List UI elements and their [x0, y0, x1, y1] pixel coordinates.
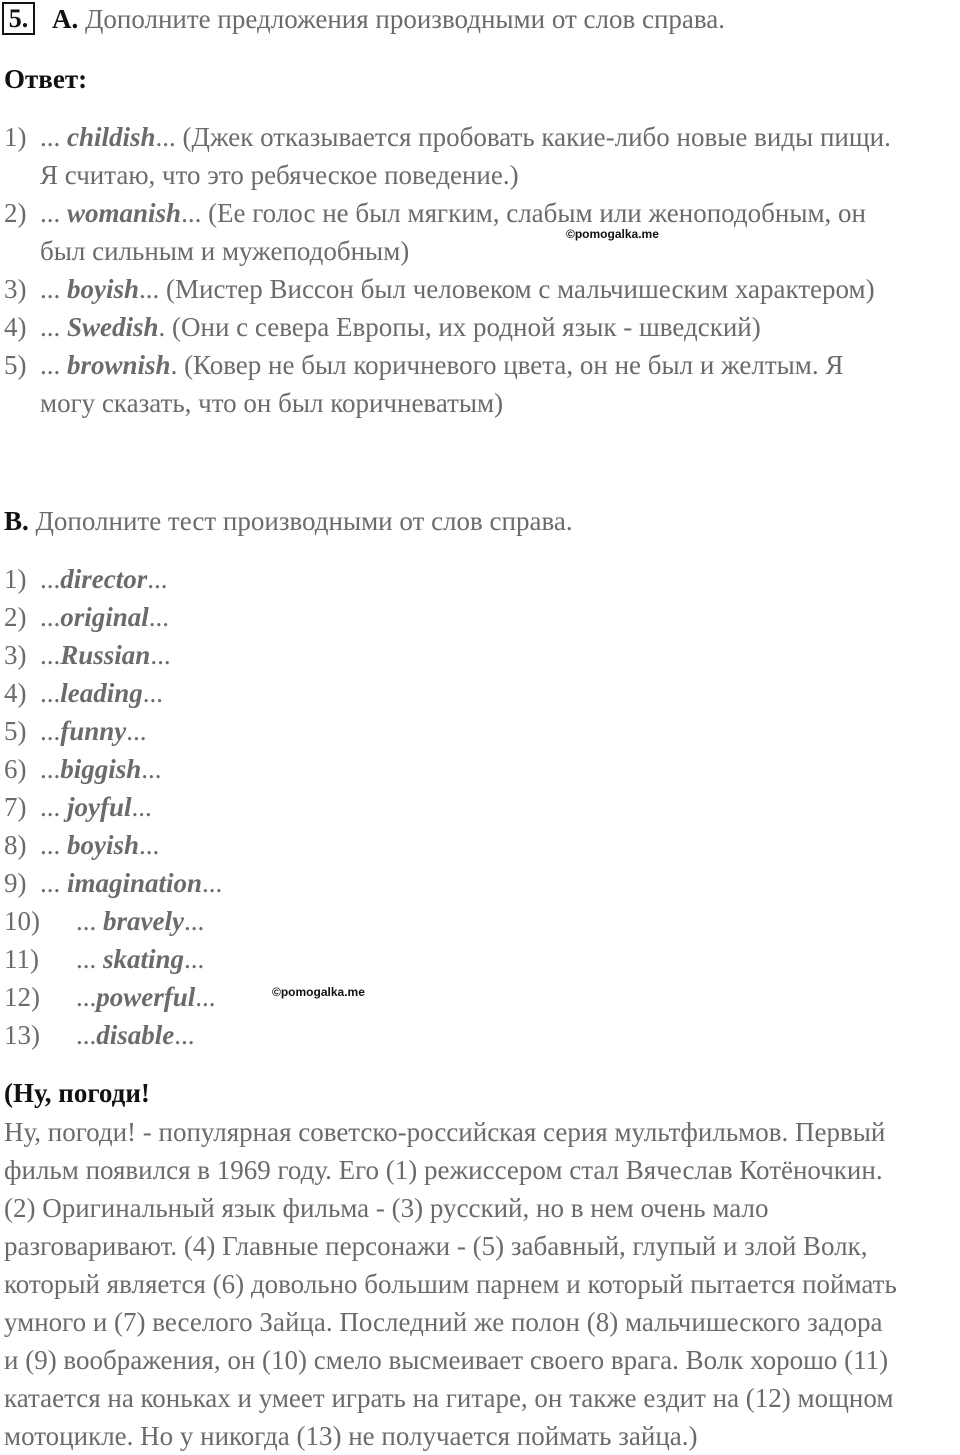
item-prefix: ... [40, 640, 61, 670]
part-b-item [4, 750, 162, 788]
item-number: 6) [4, 754, 27, 784]
item-suffix: ... [148, 602, 170, 632]
item-number: 5) [4, 350, 27, 380]
answer-word: Russian [60, 640, 151, 670]
item-prefix: ... [76, 982, 97, 1012]
item-prefix: ... [76, 906, 103, 936]
part-b-item [4, 978, 216, 1016]
item-suffix: ... [202, 868, 223, 898]
part-a-heading [52, 0, 725, 38]
item-prefix: ... [76, 1020, 97, 1050]
part-b-item [4, 940, 204, 978]
item-prefix: ... [40, 716, 61, 746]
answer-word: womanish [67, 198, 182, 228]
answer-word: joyful [67, 792, 132, 822]
item-number: 10) [4, 906, 40, 936]
item-number: 2) [4, 198, 27, 228]
part-a-instruction: Дополните предложения производными от слов справа. [85, 4, 726, 34]
part-b-item [4, 902, 204, 940]
item-prefix: ... [40, 830, 67, 860]
item-translation: ... (Мистер Виссон был человеком с мальчишеским характером) [139, 274, 875, 304]
text-line: который является (6) довольно большим парнем и который пытается поймать [4, 1269, 897, 1299]
text-line: разговаривают. (4) Главные персонажи - (5) забавный, глупый и злой Волк, [4, 1231, 868, 1261]
answer-word: biggish [60, 754, 142, 784]
part-a-letter: A. [52, 4, 79, 34]
text-line: (2) Оригинальный язык фильма - (3) русский, но в нем очень мало [4, 1193, 769, 1223]
item-suffix: ... [147, 564, 168, 594]
item-number: 12) [4, 982, 40, 1012]
item-suffix: ... [131, 792, 152, 822]
text-line: фильм появился в 1969 году. Его (1) режиссером стал Вячеслав Котёночкин. [4, 1155, 883, 1185]
text-line: Ну, погоди! - популярная советско-российская серия мультфильмов. Первый [4, 1117, 886, 1147]
item-prefix: ... [40, 122, 67, 152]
part-b-instruction: Дополните тест производными от слов справа. [35, 506, 573, 536]
item-suffix: ... [150, 640, 171, 670]
part-b-item [4, 712, 147, 750]
item-translation: . (Они с севера Европы, их родной язык - шведский) [158, 312, 761, 342]
item-number: 11) [4, 944, 39, 974]
item-number: 7) [4, 792, 27, 822]
item-number: 3) [4, 640, 27, 670]
answer-word: bravely [103, 906, 184, 936]
answer-word: disable [96, 1020, 175, 1050]
answer-word: director [60, 564, 148, 594]
part-a-item-5-cont: могу сказать, что он был коричневатым) [40, 388, 504, 418]
item-prefix: ... [40, 754, 61, 784]
item-number: 3) [4, 274, 27, 304]
task-number-box: 5. [2, 2, 35, 35]
item-number: 9) [4, 868, 27, 898]
part-a-item-3 [4, 270, 875, 308]
item-number: 2) [4, 602, 27, 632]
part-b-item [4, 1016, 195, 1054]
text-title: (Ну, погоди! [4, 1078, 150, 1108]
item-prefix: ... [40, 312, 67, 342]
text-line: мотоцикле. Но у никогда (13) не получается поймать зайца.) [4, 1421, 698, 1451]
part-b-item [4, 788, 152, 826]
item-number: 1) [4, 564, 27, 594]
item-prefix: ... [40, 564, 61, 594]
part-b-item [4, 560, 168, 598]
item-prefix: ... [40, 274, 67, 304]
item-translation: . (Ковер не был коричневого цвета, он не был и желтым. Я [170, 350, 844, 380]
answer-word: imagination [67, 868, 203, 898]
answer-word: original [60, 602, 149, 632]
item-translation: ... (Ее голос не был мягким, слабым или женоподобным, он [181, 198, 867, 228]
text-line: умного и (7) веселого Зайца. Последний же полон (8) мальчишеского задора [4, 1307, 883, 1337]
part-a-item-2 [4, 194, 866, 232]
item-suffix: ... [184, 944, 205, 974]
part-a-item-2-cont: был сильным и мужеподобным) [40, 236, 410, 266]
watermark: ©pomogalka.me [272, 985, 365, 999]
part-a-item-1-cont: Я считаю, что это ребяческое поведение.) [40, 160, 519, 190]
item-suffix: ... [126, 716, 147, 746]
item-prefix: ... [40, 678, 61, 708]
part-a-item-4 [4, 308, 761, 346]
part-b-item [4, 636, 171, 674]
answer-word: powerful [96, 982, 196, 1012]
answer-word: funny [60, 716, 127, 746]
item-number: 8) [4, 830, 27, 860]
item-suffix: ... [142, 678, 164, 708]
part-b-item [4, 598, 169, 636]
answer-word: skating [103, 944, 185, 974]
item-suffix: ... [139, 830, 160, 860]
answer-word: childish [67, 122, 156, 152]
item-number: 4) [4, 678, 27, 708]
part-b-item [4, 674, 163, 712]
item-suffix: ... [195, 982, 216, 1012]
item-prefix: ... [40, 602, 61, 632]
answer-label: Ответ: [4, 64, 88, 94]
item-suffix: ... [141, 754, 162, 784]
item-number: 13) [4, 1020, 40, 1050]
text-line: и (9) воображения, он (10) смело высмеивает своего врага. Волк хорошо (11) [4, 1345, 889, 1375]
part-a-item-5 [4, 346, 843, 384]
part-b-letter: B. [4, 506, 29, 536]
answer-word: leading [60, 678, 143, 708]
item-prefix: ... [40, 350, 67, 380]
answer-word: brownish [67, 350, 171, 380]
watermark: ©pomogalka.me [566, 227, 659, 241]
item-number: 5) [4, 716, 27, 746]
item-suffix: ... [174, 1020, 195, 1050]
part-b-item [4, 864, 222, 902]
part-a-item-1 [4, 118, 891, 156]
item-suffix: ... [183, 906, 205, 936]
item-prefix: ... [76, 944, 103, 974]
part-b-heading [4, 502, 573, 540]
item-prefix: ... [40, 868, 67, 898]
item-translation: ... (Джек отказывается пробовать какие-либо новые виды пищи. [155, 122, 891, 152]
text-line: катается на коньках и умеет играть на гитаре, он также ездит на (12) мощном [4, 1383, 894, 1413]
part-b-item [4, 826, 159, 864]
answer-word: boyish [67, 274, 140, 304]
item-number: 4) [4, 312, 27, 342]
item-prefix: ... [40, 198, 67, 228]
item-prefix: ... [40, 792, 67, 822]
item-number: 1) [4, 122, 27, 152]
answer-word: Swedish [67, 312, 159, 342]
answer-word: boyish [67, 830, 140, 860]
